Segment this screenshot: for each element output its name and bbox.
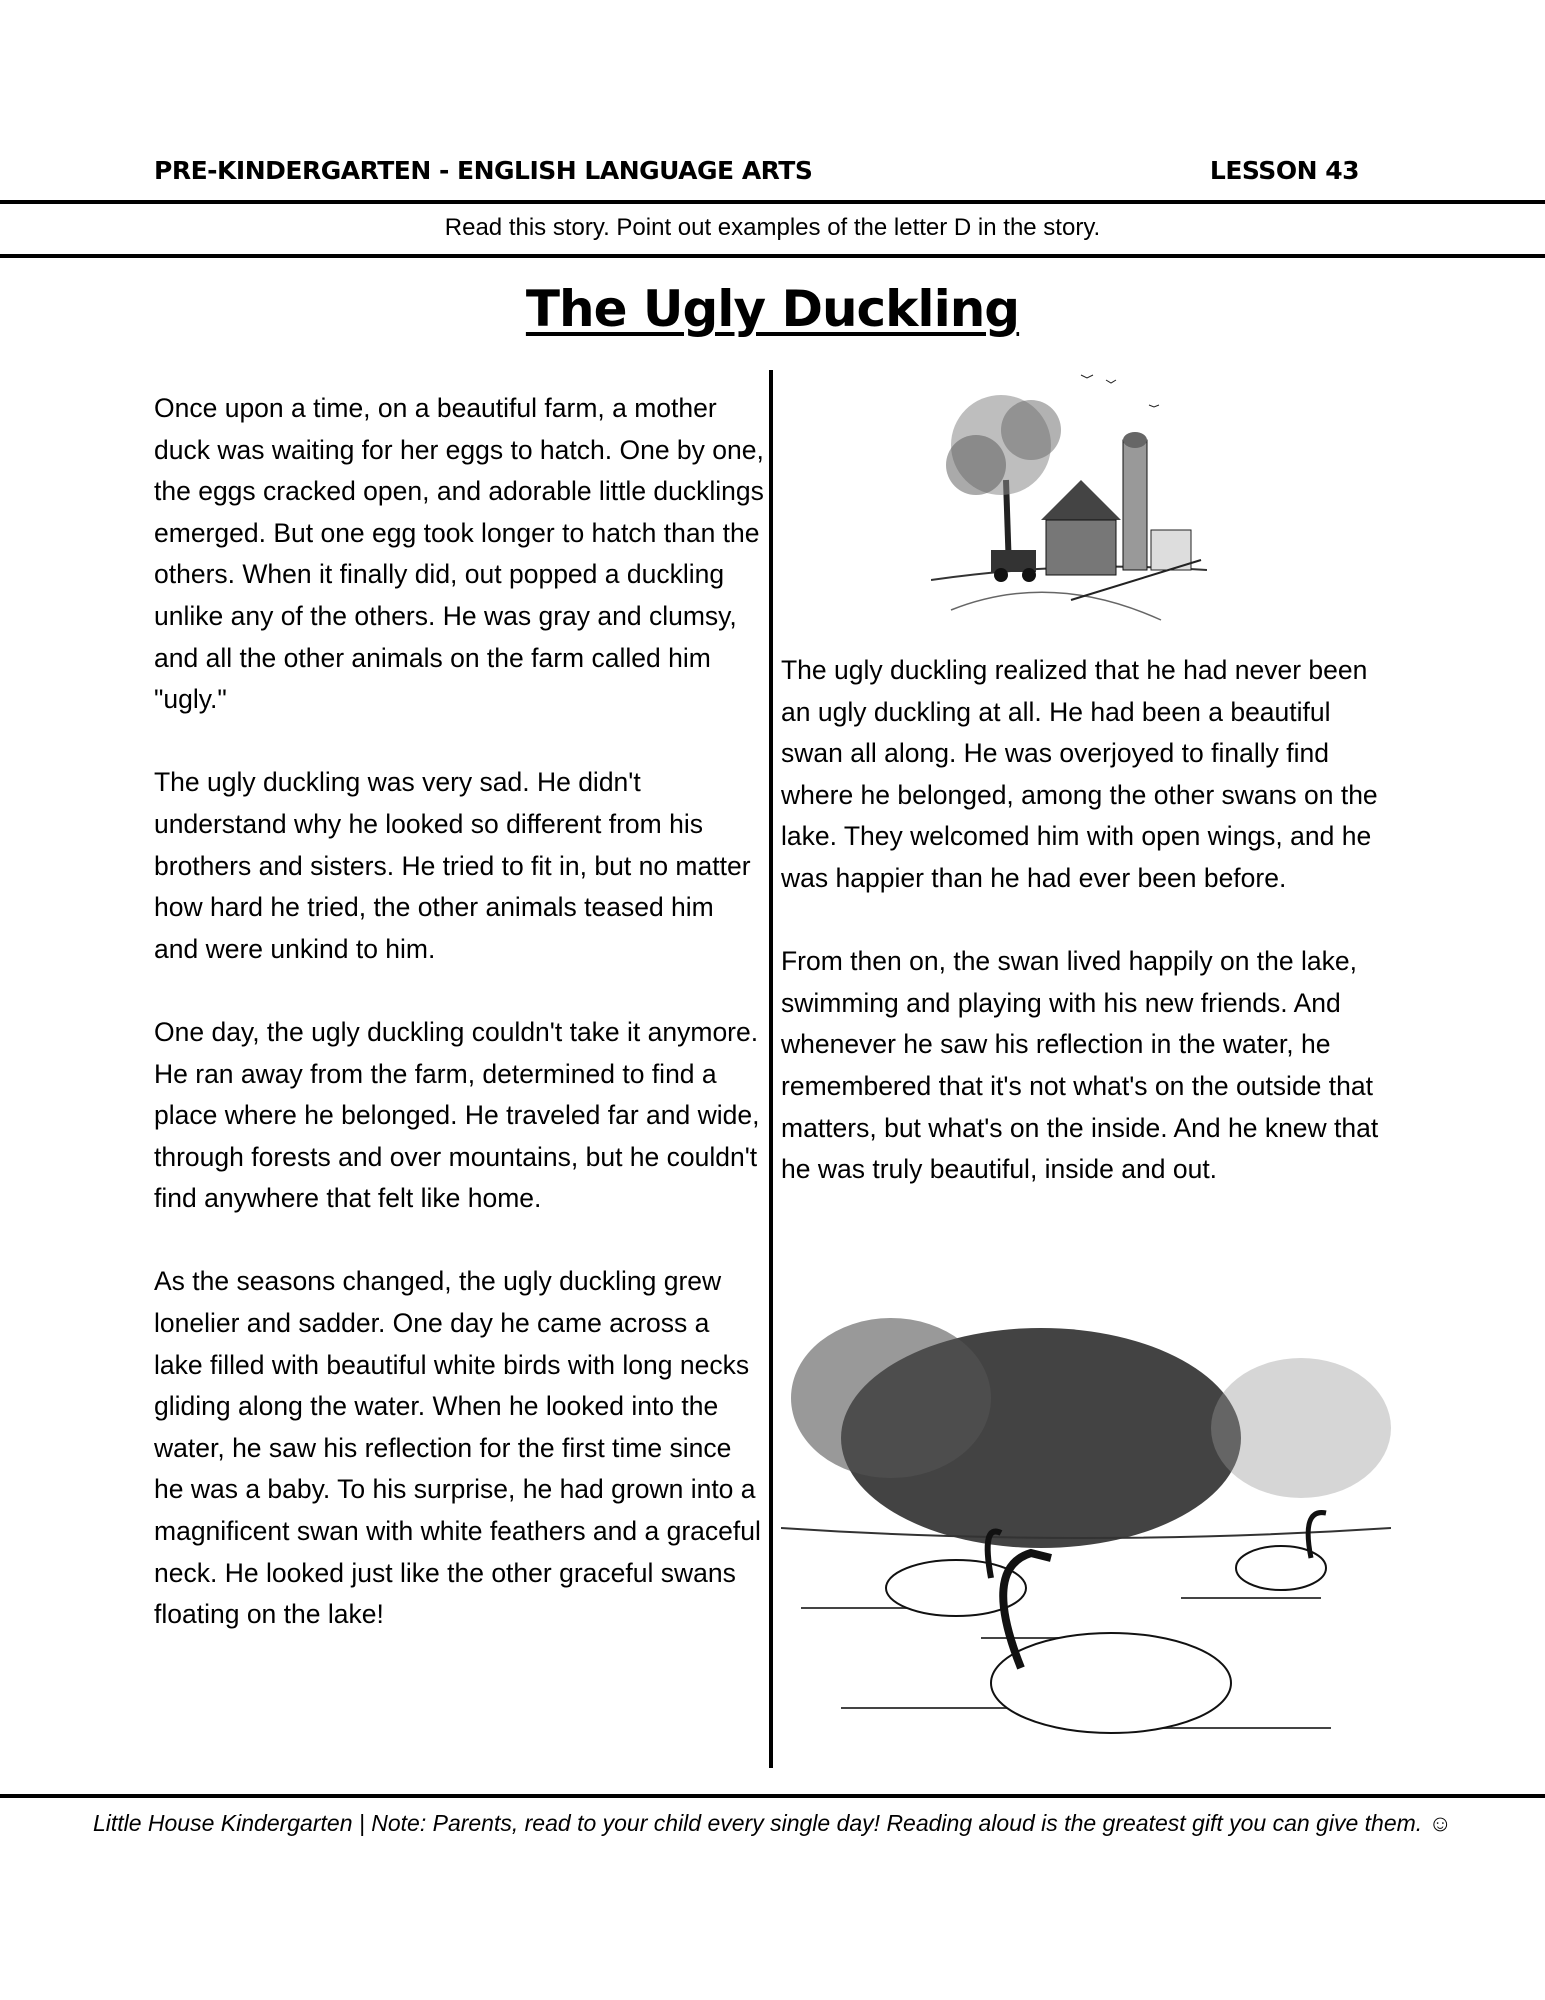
header-divider	[0, 200, 1545, 204]
lesson-number: LESSON 43	[1209, 156, 1359, 185]
subject-heading: PRE-KINDERGARTEN - ENGLISH LANGUAGE ARTS	[154, 156, 813, 185]
paragraph: One day, the ugly duckling couldn't take it anymore. He ran away from the farm, determined to find a place where he belonged. He traveled far and wide, through forests and over mountains, but he couldn't find anywhere that felt like home.	[154, 1016, 760, 1214]
paragraph: The ugly duckling was very sad. He didn't understand why he looked so different from his brothers and sisters. He tried to fit in, but no matter how hard he tried, the other animals teased him and were unkind to him.	[154, 767, 751, 964]
footer-note: Little House Kindergarten | Note: Parents, read to your child every single day! Reading aloud is the greatest gift you can give them. ☺	[92, 1810, 1453, 1836]
paragraph: The ugly duckling realized that he had never been an ugly duckling at all. He had been a beautiful swan all along. He was overjoyed to finally find where he belonged, among the other swans on the lake. They welcomed him with open wings, and he was happier than he had ever been before.	[781, 655, 1378, 893]
swans-illustration	[781, 1308, 1391, 1761]
story-title: The Ugly Duckling	[525, 280, 1020, 338]
footer-divider	[0, 1794, 1545, 1798]
instruction: Read this story. Point out examples of the letter D in the story.	[444, 214, 1101, 241]
left-column	[154, 388, 764, 1677]
paragraph: From then on, the swan lived happily on the lake, swimming and playing with his new friends. And whenever he saw his reflection in the water, he remembered that it's not what's on the outside that matters, but what's on the inside. And he knew that he was truly beautiful, inside and out.	[781, 946, 1379, 1185]
farm-illustration	[931, 370, 1207, 638]
paragraph: Once upon a time, on a beautiful farm, a mother duck was waiting for her eggs to hatch. One by one, the eggs cracked open, and adorable little ducklings emerged. But one egg took longer to hatch than the others. When it finally did, out popped a duckling unlike any of the others. He was gray and clumsy, and all the other animals on the farm called him "ugly."	[154, 393, 764, 715]
instruction-divider	[0, 254, 1545, 258]
column-divider	[769, 370, 773, 1768]
paragraph: As the seasons changed, the ugly duckling grew lonelier and sadder. One day he came across a lake filled with beautiful white birds with long necks gliding along the water. When he looked into the water, he saw his reflection for the first time since he was a baby. To his surprise, he had grown into a magnificent swan with white feathers and a graceful neck. He looked just like the other graceful swans floating on the lake!	[154, 1266, 761, 1630]
right-column	[781, 650, 1396, 1232]
